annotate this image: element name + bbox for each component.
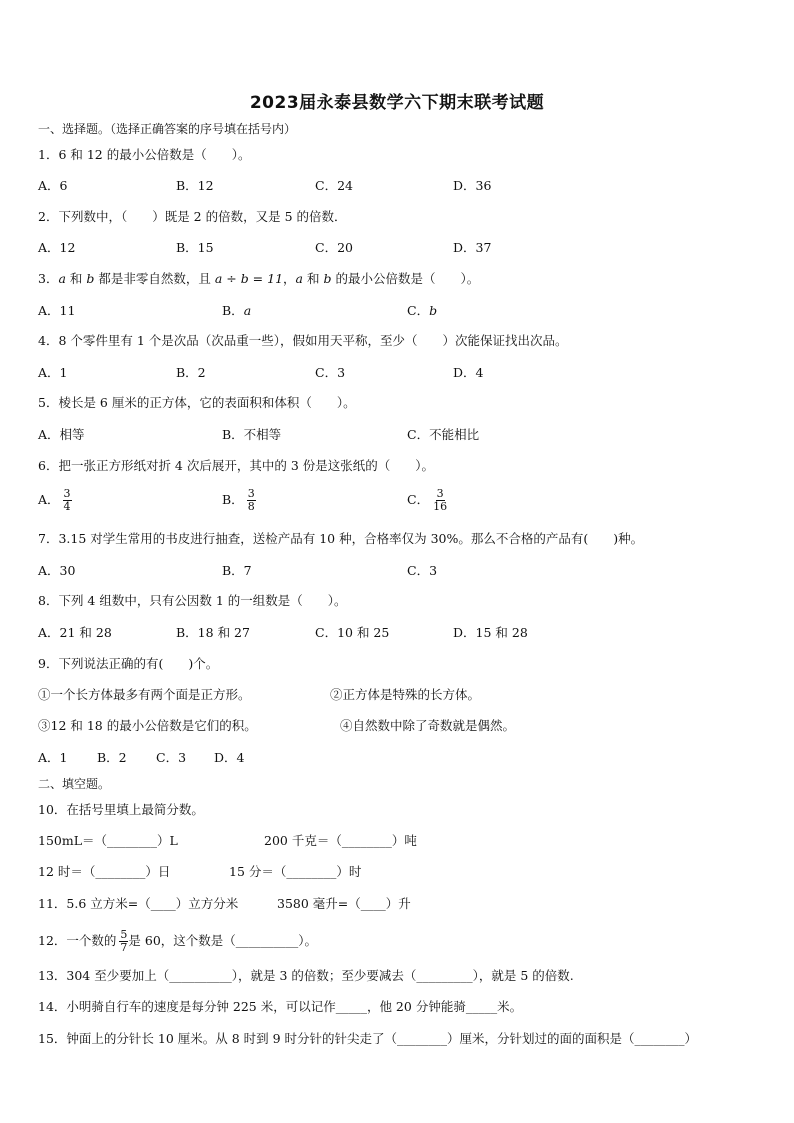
q9-option-b: B．2 <box>97 750 127 765</box>
q3-equation: a ÷ b = 11 <box>214 271 284 286</box>
q3-option-c-var: b <box>429 303 438 318</box>
question-14: 14．小明骑自行车的速度是每分钟 225 米，可以记作_____，他 20 分钟能骑_____米。 <box>38 999 523 1014</box>
q4-option-d: D．4 <box>453 365 484 380</box>
q1-option-a: A．6 <box>38 178 68 193</box>
q12-pre: 12．一个数的 <box>38 933 117 948</box>
q10-item-c: 12 时＝（________）日 <box>38 864 171 879</box>
question-6: 6．把一张正方形纸对折 4 次后展开，其中的 3 份是这张纸的（ ）。 <box>38 458 435 473</box>
q3-number: 3． <box>38 271 59 286</box>
q3-option-a: A．11 <box>38 303 76 318</box>
q3-option-b-var: a <box>243 303 252 318</box>
q3-and2: 和 <box>303 271 324 286</box>
question-8: 8．下列 4 组数中，只有公因数 1 的一组数是（ ）。 <box>38 593 347 608</box>
q5-option-c: C．不能相比 <box>407 427 480 442</box>
fraction-denominator: 8 <box>247 500 255 513</box>
q2-option-a: A．12 <box>38 240 76 255</box>
question-11-part-a: 11．5.6 立方米=（____）立方分米 <box>38 896 239 911</box>
q6-option-c-fraction <box>432 488 448 513</box>
q5-option-b: B．不相等 <box>222 427 282 442</box>
q6-option-c-label: C． <box>407 492 430 507</box>
fraction-numerator: 3 <box>63 487 71 500</box>
q3-option-c-label: C． <box>407 303 430 318</box>
q4-option-b: B．2 <box>176 365 206 380</box>
q9-option-a: A．1 <box>38 750 68 765</box>
q3-comma: ， <box>283 271 296 286</box>
q8-option-c: C．10 和 25 <box>315 625 390 640</box>
section-heading-fill: 二、填空题。 <box>38 777 111 791</box>
fraction-numerator: 3 <box>247 487 255 500</box>
q2-option-b: B．15 <box>176 240 214 255</box>
q9-option-c: C．3 <box>156 750 187 765</box>
page-title: 2023届永泰县数学六下期末联考试题 <box>249 93 545 113</box>
q3-and: 和 <box>65 271 87 286</box>
question-12 <box>38 929 317 954</box>
fraction-denominator: 4 <box>63 500 71 513</box>
question-4: 4．8 个零件里有 1 个是次品（次品重一些），假如用天平称，至少（ ）次能保证找出次品。 <box>38 333 568 348</box>
fraction-denominator: 16 <box>433 500 448 513</box>
question-1: 1．6 和 12 的最小公倍数是（ ）。 <box>38 147 251 162</box>
q2-option-d: D．37 <box>453 240 492 255</box>
q7-option-b: B．7 <box>222 563 252 578</box>
q3-option-b <box>222 302 251 320</box>
q2-option-c: C．20 <box>315 240 353 255</box>
q6-option-a <box>38 488 72 513</box>
q1-option-d: D．36 <box>453 178 492 193</box>
q12-post: 是 60，这个数是（__________）。 <box>128 933 318 948</box>
q4-option-a: A．1 <box>38 365 68 380</box>
q6-option-b-fraction <box>247 488 256 513</box>
q3-var-a2: a <box>295 271 303 286</box>
question-2: 2．下列数中，（ ）既是 2 的倍数，又是 5 的倍数． <box>38 209 347 224</box>
q3-mid: 都是非零自然数，且 <box>94 271 215 286</box>
question-11-part-b: 3580 毫升=（____）升 <box>277 896 411 911</box>
q8-option-b: B．18 和 27 <box>176 625 250 640</box>
q3-var-a: a <box>58 271 66 286</box>
question-15: 15．钟面上的分针长 10 厘米。从 8 时到 9 时分针的针尖走了（________）厘米，分针划过的面的面积是（________） <box>38 1031 698 1046</box>
q9-option-d: D．4 <box>214 750 245 765</box>
q7-option-c: C．3 <box>407 563 438 578</box>
q5-option-a: A．相等 <box>38 427 85 442</box>
fraction-denominator: 7 <box>120 941 128 954</box>
q3-var-b: b <box>86 271 95 286</box>
q8-option-d: D．15 和 28 <box>453 625 528 640</box>
q1-option-c: C．24 <box>315 178 353 193</box>
q6-option-c <box>407 488 448 513</box>
question-7: 7．3.15 对学生常用的书皮进行抽查，送检产品有 10 种，合格率仅为 30%。那么不合格的产品有( )种。 <box>38 531 644 546</box>
q9-statement-4: ④自然数中除了奇数就是偶然。 <box>340 718 516 733</box>
q3-end: 的最小公倍数是（ ）。 <box>331 271 480 286</box>
q9-statement-2: ②正方体是特殊的长方体。 <box>330 687 481 702</box>
q6-option-b-label: B． <box>222 492 244 507</box>
q7-option-a: A．30 <box>38 563 76 578</box>
fraction-numerator: 3 <box>436 487 444 500</box>
fraction-numerator: 5 <box>120 928 128 941</box>
q3-option-c <box>407 302 437 320</box>
question-13: 13．304 至少要加上（__________），就是 3 的倍数；至少要减去（_________），就是 5 的倍数. <box>38 968 574 983</box>
q4-option-c: C．3 <box>315 365 346 380</box>
q10-item-a: 150mL＝（________）L <box>38 833 178 848</box>
section-heading-choice: 一、选择题。（选择正确答案的序号填在括号内） <box>38 122 297 136</box>
q9-statement-1: ①一个长方体最多有两个面是正方形。 <box>38 687 251 702</box>
q10-item-d: 15 分＝（________）时 <box>229 864 362 879</box>
q10-item-b: 200 千克＝（________）吨 <box>264 833 417 848</box>
q1-option-b: B．12 <box>176 178 214 193</box>
question-5: 5．棱长是 6 厘米的正方体，它的表面积和体积（ ）。 <box>38 395 356 410</box>
question-3 <box>38 270 479 288</box>
q3-option-b-label: B． <box>222 303 244 318</box>
question-10: 10．在括号里填上最简分数。 <box>38 802 204 817</box>
q9-statement-3: ③12 和 18 的最小公倍数是它们的积。 <box>38 718 257 733</box>
q6-option-b <box>222 488 256 513</box>
q6-option-a-label: A． <box>38 492 60 507</box>
q6-option-a-fraction <box>63 488 72 513</box>
q3-var-b2: b <box>323 271 332 286</box>
q8-option-a: A．21 和 28 <box>38 625 112 640</box>
question-9: 9．下列说法正确的有( )个。 <box>38 656 219 671</box>
